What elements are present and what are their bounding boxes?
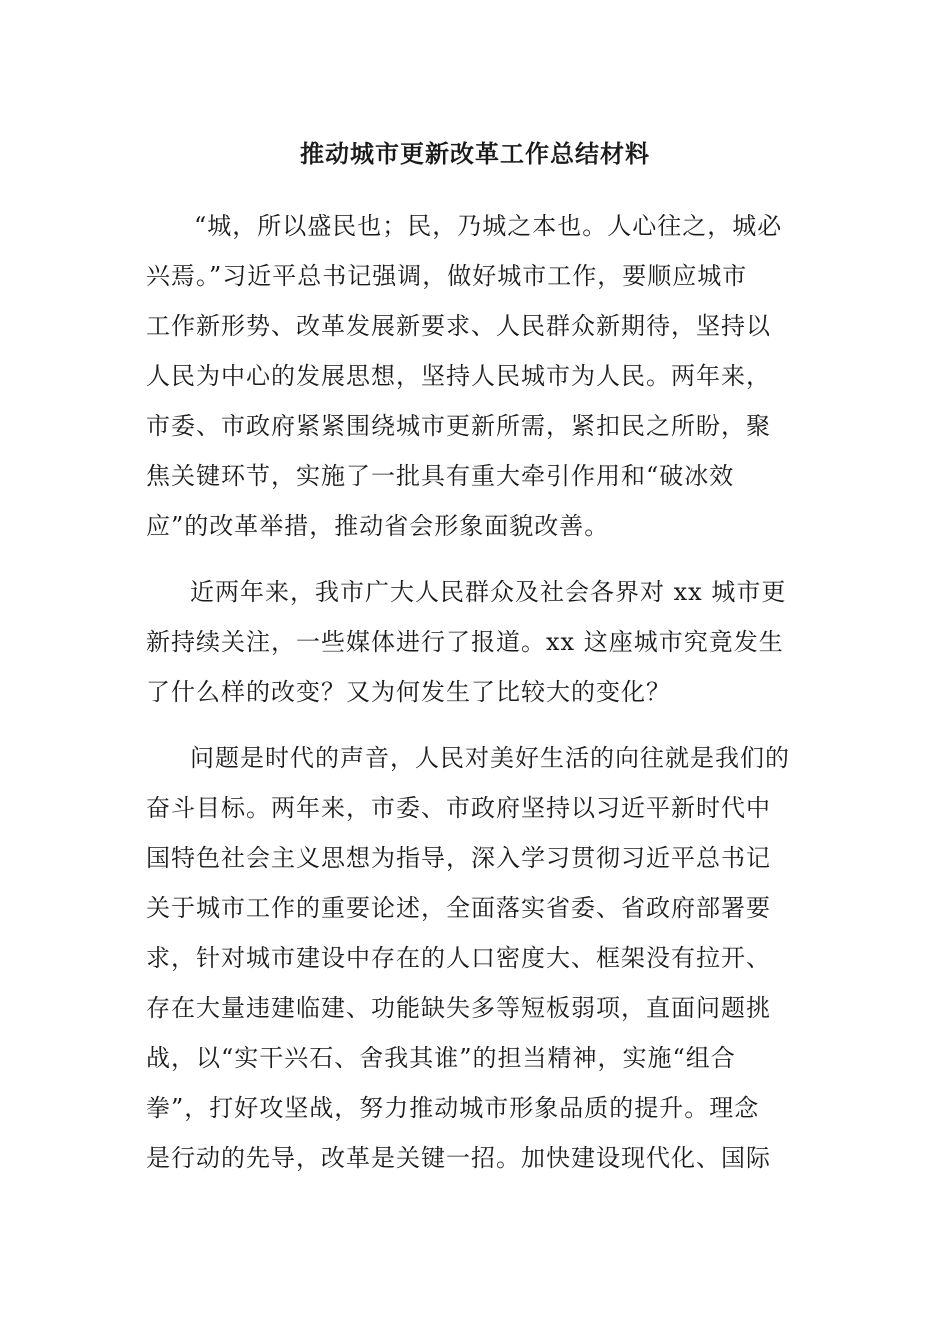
paragraph-2-line-2: 新持续关注，一些媒体进行了报道。xx 这座城市究竟发生 (146, 628, 784, 656)
paragraph-3-line-4: 关于城市工作的重要论述，全面落实省委、省政府部署要 (146, 894, 771, 922)
paragraph-2-line-1: 近两年来，我市广大人民群众及社会各界对 xx 城市更 (190, 578, 787, 606)
paragraph-3-line-3: 国特色社会主义思想为指导，深入学习贯彻习近平总书记 (146, 844, 771, 872)
paragraph-1-line-4: 人民为中心的发展思想，坚持人民城市为人民。两年来， (146, 362, 771, 390)
paragraph-3-line-1: 问题是时代的声音，人民对美好生活的向往就是我们的 (190, 744, 790, 772)
paragraph-1-line-7: 应”的改革举措，推动省会形象面貌改善。 (146, 512, 610, 540)
paragraph-3-line-9: 是行动的先导，改革是关键一招。加快建设现代化、国际 (146, 1144, 771, 1172)
paragraph-1-line-2: 兴焉。”习近平总书记强调，做好城市工作，要顺应城市 (146, 262, 748, 290)
paragraph-1-line-6: 焦关键环节，实施了一批具有重大牵引作用和“破冰效 (146, 462, 735, 490)
paragraph-1-line-3: 工作新形势、改革发展新要求、人民群众新期待，坚持以 (146, 312, 771, 340)
paragraph-2-line-3: 了什么样的改变？又为何发生了比较大的变化？ (146, 678, 671, 706)
paragraph-1-line-1: “城，所以盛民也；民，乃城之本也。人心往之，城必 (194, 212, 783, 240)
paragraph-1-line-5: 市委、市政府紧紧围绕城市更新所需，紧扣民之所盼，聚 (146, 412, 771, 440)
document-title: 推动城市更新改革工作总结材料 (300, 139, 650, 168)
paragraph-3-line-2: 奋斗目标。两年来，市委、市政府坚持以习近平新时代中 (146, 794, 771, 822)
paragraph-3-line-7: 战，以“实干兴石、舍我其谁”的担当精神，实施“组合 (146, 1044, 736, 1072)
paragraph-3-line-6: 存在大量违建临建、功能缺失多等短板弱项，直面问题挑 (146, 994, 771, 1022)
paragraph-3-line-8: 拳”，打好攻坚战，努力推动城市形象品质的提升。理念 (146, 1094, 760, 1122)
paragraph-3-line-5: 求，针对城市建设中存在的人口密度大、框架没有拉开、 (146, 944, 771, 972)
